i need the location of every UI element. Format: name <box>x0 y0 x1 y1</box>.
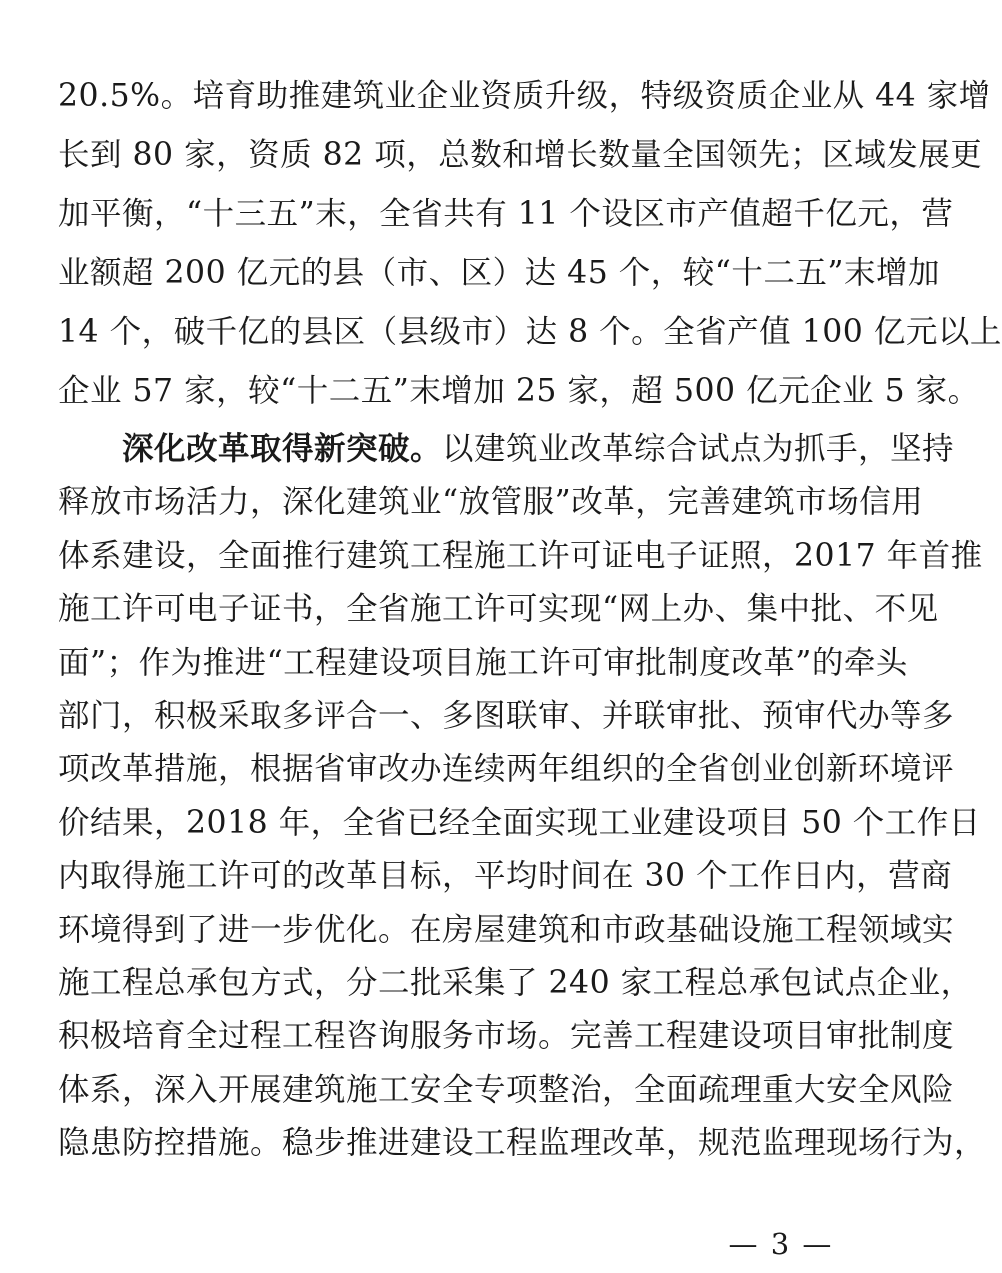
text-line: 体系建设，全面推行建筑工程施工许可证电子证照，2017 年首推 <box>58 538 983 574</box>
text-line: 部门，积极采取多评合一、多图联审、并联审批、预审代办等多 <box>58 698 955 734</box>
text-line: 施工程总承包方式，分二批采集了 240 家工程总承包试点企业， <box>58 965 973 1001</box>
text-line-rest: 以建筑业改革综合试点为抓手，坚持 <box>442 431 955 467</box>
text-line: 价结果，2018 年，全省已经全面实现工业建设项目 50 个工作日 <box>58 805 981 841</box>
text-line: 加平衡，“十三五”末，全省共有 11 个设区市产值超千亿元，营 <box>58 196 954 232</box>
text-line: 内取得施工许可的改革目标，平均时间在 30 个工作日内，营商 <box>58 858 953 894</box>
text-line: 14 个，破千亿的县区（县级市）达 8 个。全省产值 100 亿元以上 <box>58 314 1002 350</box>
page-number: — 3 — <box>728 1227 834 1261</box>
text-line: 施工许可电子证书，全省施工许可实现“网上办、集中批、不见 <box>58 591 939 627</box>
section-heading: 深化改革取得新突破。 <box>122 430 443 467</box>
text-line: 长到 80 家，资质 82 项，总数和增长数量全国领先；区域发展更 <box>58 137 983 173</box>
text-line: 业额超 200 亿元的县（市、区）达 45 个，较“十二五”末增加 <box>58 255 940 291</box>
text-line: 隐患防控措施。稳步推进建设工程监理改革，规范监理现场行为， <box>58 1125 987 1161</box>
text-line: 积极培育全过程工程咨询服务市场。完善工程建设项目审批制度 <box>58 1018 955 1054</box>
text-line: 项改革措施，根据省审改办连续两年组织的全省创业创新环境评 <box>58 751 955 787</box>
text-line: 面”；作为推进“工程建设项目施工许可审批制度改革”的牵头 <box>58 645 908 681</box>
text-line: 体系，深入开展建筑施工安全专项整治，全面疏理重大安全风险 <box>58 1072 955 1108</box>
text-line: 环境得到了进一步优化。在房屋建筑和市政基础设施工程领域实 <box>58 912 955 948</box>
text-line-first <box>122 426 955 472</box>
text-line: 释放市场活力，深化建筑业“放管服”改革，完善建筑市场信用 <box>58 484 924 520</box>
text-line: 20.5%。培育助推建筑业企业资质升级，特级资质企业从 44 家增 <box>58 78 991 114</box>
text-line: 企业 57 家，较“十二五”末增加 25 家，超 500 亿元企业 5 家。 <box>58 373 980 409</box>
